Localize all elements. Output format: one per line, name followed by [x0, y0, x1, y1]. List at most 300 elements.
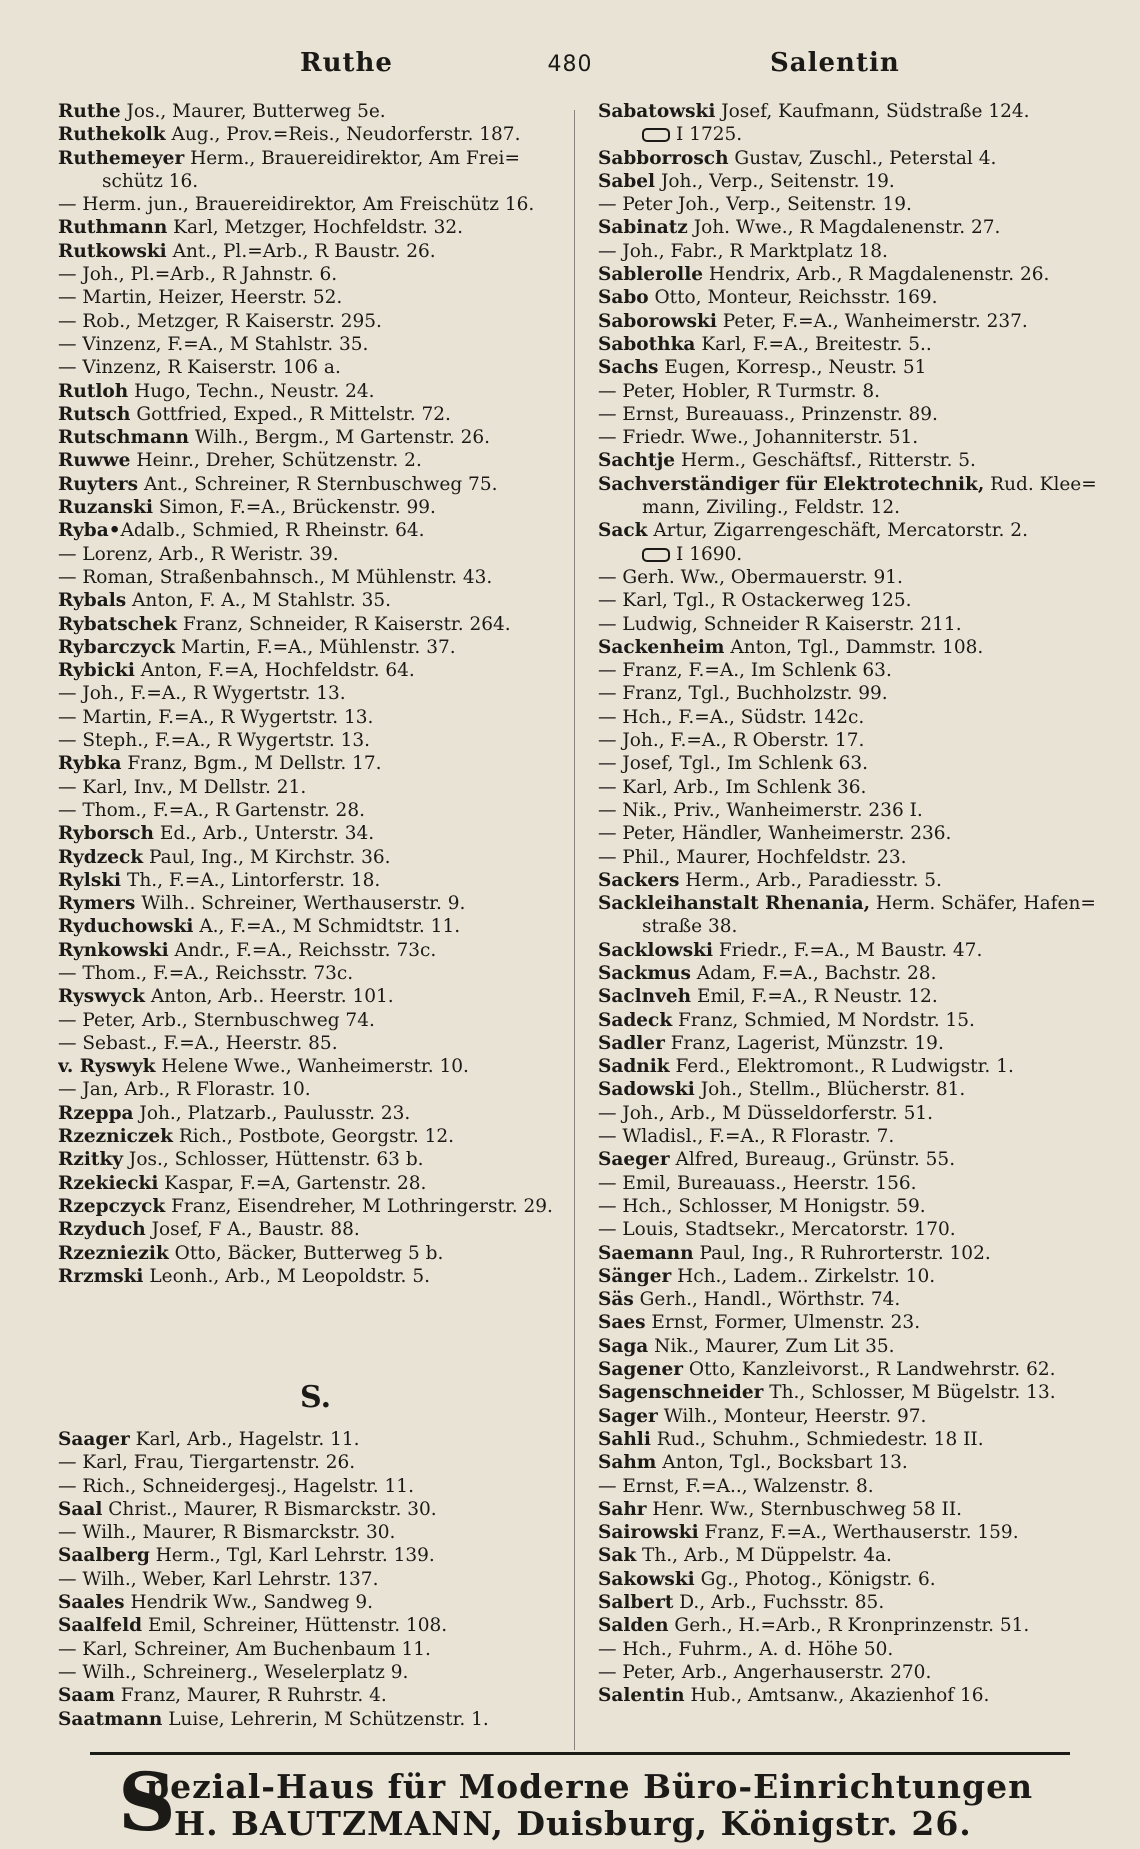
- directory-entry: [598, 310, 1118, 333]
- entry-details: I 1690.: [676, 543, 743, 565]
- entry-details: — Ludwig, Schneider R Kaiserstr. 211.: [598, 613, 962, 635]
- entry-surname: Sabborrosch: [598, 147, 729, 169]
- entry-surname: Salden: [598, 1615, 669, 1637]
- entry-details: Karl, F.=A., Breitestr. 5..: [695, 333, 932, 355]
- directory-entry: [598, 636, 1118, 659]
- directory-entry: [598, 449, 1118, 472]
- entry-details: — Wilh., Weber, Karl Lehrstr. 137.: [58, 1568, 379, 1590]
- entry-details: Kaspar, F.=A, Gartenstr. 28.: [158, 1172, 427, 1194]
- entry-details: Paul, Ing., R Ruhrorterstr. 102.: [693, 1242, 991, 1264]
- entry-details: — Joh., F.=A., R Oberstr. 17.: [598, 730, 865, 752]
- entry-details: — Hch., Fuhrm., A. d. Höhe 50.: [598, 1638, 894, 1660]
- directory-entry: [598, 170, 1118, 193]
- directory-entry: [58, 799, 573, 822]
- entry-surname: Sadeck: [598, 1009, 673, 1031]
- entry-details: Rud., Schuhm., Schmiedestr. 18 II.: [650, 1428, 984, 1450]
- left-column-top: [58, 100, 573, 1288]
- entry-surname: Rutkowski: [58, 240, 167, 262]
- entry-surname: Rybatschek: [58, 613, 177, 635]
- directory-entry: [598, 1335, 1118, 1358]
- directory-entry: [598, 380, 1118, 403]
- entry-surname: Sahm: [598, 1452, 657, 1474]
- directory-entry: [58, 263, 573, 286]
- directory-entry: [58, 496, 573, 519]
- entry-details: Rich., Postbote, Georgstr. 12.: [173, 1126, 455, 1148]
- directory-entry: [58, 543, 573, 566]
- entry-surname: Rutschmann: [58, 427, 189, 449]
- directory-entry: [58, 1055, 573, 1078]
- entry-details: — Karl, Arb., Im Schlenk 36.: [598, 776, 867, 798]
- entry-surname: Rynkowski: [58, 939, 169, 961]
- entry-details: Gg., Photog., Königstr. 6.: [694, 1568, 936, 1590]
- entry-surname: Sakowski: [598, 1568, 695, 1590]
- entry-details: Anton, F.=A, Hochfeldstr. 64.: [134, 660, 415, 682]
- entry-surname: Saam: [58, 1685, 115, 1707]
- entry-surname: Sacklowski: [598, 939, 713, 961]
- entry-details: Ernst, Former, Ulmenstr. 23.: [645, 1312, 921, 1334]
- entry-surname: Ryborsch: [58, 823, 154, 845]
- entry-surname: Rzezniczek: [58, 1126, 173, 1148]
- directory-entry: [598, 286, 1118, 309]
- entry-details: Heinr., Dreher, Schützenstr. 2.: [130, 450, 422, 472]
- running-head-left: Ruthe: [300, 48, 393, 78]
- entry-surname: Saal: [58, 1498, 103, 1520]
- directory-entry: [598, 356, 1118, 379]
- entry-details: Josef, F A., Baustr. 88.: [145, 1219, 360, 1241]
- entry-details: — Wladisl., F.=A., R Florastr. 7.: [598, 1126, 895, 1148]
- entry-details: A., F.=A., M Schmidtstr. 11.: [193, 916, 461, 938]
- entry-details: Friedr., F.=A., M Baustr. 47.: [712, 939, 983, 961]
- entry-surname: Sager: [598, 1405, 658, 1427]
- directory-entry: [58, 1032, 573, 1055]
- entry-details: Paul, Ing., M Kirchstr. 36.: [143, 846, 391, 868]
- entry-surname: v. Ryswyk: [58, 1056, 156, 1078]
- directory-entry: [58, 729, 573, 752]
- entry-surname: Saalfeld: [58, 1615, 143, 1637]
- directory-entry: [58, 846, 573, 869]
- entry-details: Adalb., Schmied, R Rheinstr. 64.: [120, 520, 425, 542]
- entry-surname: Sadowski: [598, 1079, 695, 1101]
- directory-entry: [58, 216, 573, 239]
- directory-entry: [58, 1684, 573, 1707]
- directory-entry: [598, 566, 1118, 589]
- entry-details: — Gerh. Ww., Obermauerstr. 91.: [598, 566, 903, 588]
- entry-details: Jos., Schlosser, Hüttenstr. 63 b.: [123, 1149, 424, 1171]
- entry-details: Franz, Bgm., M Dellstr. 17.: [121, 753, 382, 775]
- entry-surname: Rybals: [58, 590, 127, 612]
- directory-entry: [598, 706, 1118, 729]
- directory-entry: [58, 1195, 573, 1218]
- directory-entry: [598, 799, 1118, 822]
- entry-surname: Sabel: [598, 170, 656, 192]
- directory-entry: [58, 1265, 573, 1288]
- entry-details: Joh., Platzarb., Paulusstr. 23.: [133, 1102, 411, 1124]
- entry-details: Anton, Tgl., Bocksbart 13.: [656, 1452, 908, 1474]
- directory-entry: [598, 1638, 1118, 1661]
- directory-entry: [598, 1009, 1118, 1032]
- directory-entry: [58, 100, 573, 123]
- entry-details: Otto, Kanzleivorst., R Landwehrstr. 62.: [683, 1359, 1056, 1381]
- directory-entry: [598, 846, 1118, 869]
- directory-entry: [58, 1102, 573, 1125]
- ad-line-2: H. BAUTZMANN, Duisburg, Königstr. 26.: [174, 1804, 972, 1843]
- directory-entry: [598, 1358, 1118, 1381]
- directory-entry: [598, 519, 1118, 542]
- directory-entry: [58, 1475, 573, 1498]
- entry-surname: Saalberg: [58, 1545, 150, 1567]
- entry-details: — Vinzenz, R Kaiserstr. 106 a.: [58, 357, 341, 379]
- entry-details: — Hch., Schlosser, M Honigstr. 59.: [598, 1195, 926, 1217]
- entry-details: Leonh., Arb., M Leopoldstr. 5.: [143, 1265, 430, 1287]
- directory-entry: [598, 240, 1118, 263]
- directory-entry: [58, 776, 573, 799]
- entry-surname: Sagener: [598, 1359, 684, 1381]
- entry-details: Joh., Verp., Seitenstr. 19.: [655, 170, 895, 192]
- directory-entry: [598, 682, 1118, 705]
- entry-surname: Saatmann: [58, 1708, 163, 1730]
- entry-details: — Karl, Tgl., R Ostackerweg 125.: [598, 590, 912, 612]
- directory-entry: [58, 1242, 573, 1265]
- directory-entry: [598, 123, 1118, 146]
- directory-entry: [58, 659, 573, 682]
- directory-entry: [58, 380, 573, 403]
- entry-details: — Vinzenz, F.=A., M Stahlstr. 35.: [58, 333, 369, 355]
- directory-entry: [58, 240, 573, 263]
- entry-details: — Louis, Stadtsekr., Mercatorstr. 170.: [598, 1219, 956, 1241]
- directory-entry: [58, 1009, 573, 1032]
- directory-entry: [598, 1032, 1118, 1055]
- entry-surname: Sadnik: [598, 1056, 670, 1078]
- directory-entry: [58, 123, 573, 146]
- directory-entry: [58, 939, 573, 962]
- entry-details: Franz, Eisendreher, M Lothringerstr. 29.: [165, 1195, 553, 1217]
- entry-details: Herm., Arb., Paradiesstr. 5.: [679, 869, 942, 891]
- entry-surname: Rybka: [58, 753, 122, 775]
- directory-entry: [58, 1428, 573, 1451]
- entry-surname: Saga: [598, 1335, 649, 1357]
- entry-details: — Ernst, F.=A.., Walzenstr. 8.: [598, 1475, 874, 1497]
- entry-surname: Rzyduch: [58, 1219, 146, 1241]
- entry-surname: Saborowski: [598, 310, 717, 332]
- directory-entry: [58, 1078, 573, 1101]
- directory-entry: [58, 473, 573, 496]
- entry-details: Karl, Metzger, Hochfeldstr. 32.: [167, 217, 464, 239]
- entry-details: Th., Arb., M Düppelstr. 4a.: [636, 1545, 892, 1567]
- entry-surname: Saeger: [598, 1149, 670, 1171]
- entry-surname: Salbert: [598, 1592, 674, 1613]
- directory-entry: [58, 1218, 573, 1241]
- directory-entry: [598, 1684, 1118, 1707]
- entry-details: — Peter, Hobler, R Turmstr. 8.: [598, 380, 881, 402]
- entry-surname: Rzitky: [58, 1149, 124, 1171]
- entry-details: Wilh., Monteur, Heerstr. 97.: [657, 1405, 927, 1427]
- entry-surname: Ryba•: [58, 520, 121, 542]
- entry-details: Peter, F.=A., Wanheimerstr. 237.: [716, 310, 1028, 332]
- entry-details: Th., F.=A., Lintorferstr. 18.: [121, 869, 381, 891]
- entry-details: — Peter Joh., Verp., Seitenstr. 19.: [598, 194, 912, 216]
- entry-surname: Ryduchowski: [58, 916, 194, 938]
- directory-entry: [598, 1311, 1118, 1334]
- directory-entry: [58, 1544, 573, 1567]
- entry-surname: Sachtje: [598, 450, 676, 472]
- entry-surname: Rybicki: [58, 660, 135, 682]
- directory-entry: [598, 193, 1118, 216]
- page-number: 480: [547, 52, 593, 77]
- entry-surname: Sackleihanstalt Rhenania,: [598, 893, 871, 915]
- entry-details: — Franz, Tgl., Buchholzstr. 99.: [598, 683, 888, 705]
- entry-surname: Rzekiecki: [58, 1172, 159, 1194]
- running-head-right: Salentin: [770, 48, 900, 78]
- entry-details: mann, Ziviling., Feldstr. 12.: [642, 497, 900, 519]
- entry-surname: Sablerolle: [598, 264, 703, 286]
- entry-details: — Hch., F.=A., Südstr. 142c.: [598, 706, 865, 728]
- entry-details: — Friedr. Wwe., Johanniterstr. 51.: [598, 427, 919, 449]
- entry-details: Hendrik Ww., Sandweg 9.: [124, 1592, 374, 1614]
- entry-surname: Saclnveh: [598, 986, 692, 1008]
- entry-details: Th., Schlosser, M Bügelstr. 13.: [763, 1382, 1056, 1404]
- entry-details: — Karl, Schreiner, Am Buchenbaum 11.: [58, 1638, 431, 1660]
- entry-details: Gottfried, Exped., R Mittelstr. 72.: [130, 403, 451, 425]
- directory-entry: [598, 752, 1118, 775]
- entry-surname: Ruthekolk: [58, 124, 166, 146]
- entry-surname: Sachs: [598, 357, 659, 379]
- directory-entry: [58, 1568, 573, 1591]
- directory-entry: [598, 869, 1118, 892]
- telephone-icon: [642, 548, 670, 562]
- entry-surname: Sachverständiger für Elektrotechnik,: [598, 473, 985, 495]
- directory-entry: [58, 636, 573, 659]
- directory-entry: [58, 706, 573, 729]
- entry-details: Rud. Klee=: [984, 473, 1097, 495]
- directory-entry: [598, 985, 1118, 1008]
- entry-surname: Sabatowski: [598, 101, 716, 122]
- entry-details: Simon, F.=A., Brückenstr. 99.: [153, 497, 436, 519]
- directory-entry: [598, 1661, 1118, 1684]
- directory-entry: [598, 1428, 1118, 1451]
- entry-details: Gustav, Zuschl., Peterstal 4.: [728, 147, 997, 169]
- entry-details: — Joh., Fabr., R Marktplatz 18.: [598, 240, 888, 262]
- directory-entry: [598, 1405, 1118, 1428]
- entry-details: Luise, Lehrerin, M Schützenstr. 1.: [162, 1708, 489, 1730]
- directory-entry: [58, 566, 573, 589]
- entry-details: Gerh., Handl., Wörthstr. 74.: [633, 1289, 901, 1311]
- entry-surname: Rzepczyck: [58, 1195, 166, 1217]
- entry-details: Ant., Pl.=Arb., R Baustr. 26.: [166, 240, 436, 262]
- directory-entry: [58, 822, 573, 845]
- directory-entry: [598, 147, 1118, 170]
- entry-details: Franz, Schmied, M Nordstr. 15.: [672, 1009, 975, 1031]
- entry-details: Emil, F.=A., R Neustr. 12.: [691, 986, 938, 1008]
- directory-entry: [58, 519, 573, 542]
- entry-surname: Sack: [598, 520, 648, 542]
- directory-entry: [58, 403, 573, 426]
- directory-entry: [598, 1172, 1118, 1195]
- entry-surname: Rydzeck: [58, 846, 144, 868]
- entry-surname: Sak: [598, 1545, 637, 1567]
- entry-surname: Rybarczyck: [58, 636, 176, 658]
- entry-details: — Thom., F.=A., Reichsstr. 73c.: [58, 962, 354, 984]
- entry-details: Emil, Schreiner, Hüttenstr. 108.: [142, 1615, 448, 1637]
- entry-details: — Nik., Priv., Wanheimerstr. 236 I.: [598, 799, 923, 821]
- entry-details: Franz, F.=A., Werthauserstr. 159.: [698, 1522, 1019, 1544]
- entry-details: Andr., F.=A., Reichsstr. 73c.: [168, 939, 437, 961]
- entry-details: Alfred, Bureaug., Grünstr. 55.: [669, 1149, 956, 1171]
- entry-details: Henr. Ww., Sternbuschweg 58 II.: [646, 1498, 963, 1520]
- directory-entry: [598, 822, 1118, 845]
- directory-entry: [58, 1451, 573, 1474]
- entry-details: I 1725.: [676, 124, 743, 146]
- entry-surname: Sänger: [598, 1265, 672, 1287]
- directory-entry: [58, 1148, 573, 1171]
- directory-entry: [58, 892, 573, 915]
- directory-entry: [598, 1078, 1118, 1101]
- entry-surname: Salentin: [598, 1685, 685, 1707]
- directory-entry: [58, 1638, 573, 1661]
- entry-surname: Sabothka: [598, 333, 696, 355]
- directory-entry: [598, 1544, 1118, 1567]
- entry-details: Franz, Lagerist, Münzstr. 19.: [664, 1032, 944, 1054]
- telephone-icon: [642, 128, 670, 142]
- entry-details: — Rob., Metzger, R Kaiserstr. 295.: [58, 310, 382, 332]
- entry-surname: Rymers: [58, 893, 136, 915]
- directory-entry: [58, 310, 573, 333]
- entry-details: — Roman, Straßenbahnsch., M Mühlenstr. 43.: [58, 566, 493, 588]
- entry-details: Otto, Bäcker, Butterweg 5 b.: [168, 1242, 444, 1264]
- entry-details: — Lorenz, Arb., R Weristr. 39.: [58, 543, 339, 565]
- entry-surname: Rzezniezik: [58, 1242, 169, 1264]
- directory-entry: [598, 263, 1118, 286]
- entry-details: Martin, F.=A., Mühlenstr. 37.: [175, 636, 456, 658]
- directory-entry: [58, 170, 573, 193]
- entry-details: Herm., Tgl, Karl Lehrstr. 139.: [149, 1545, 435, 1567]
- entry-details: straße 38.: [642, 916, 738, 938]
- ad-initial-letter: S: [118, 1755, 176, 1849]
- entry-details: Josef, Kaufmann, Südstraße 124.: [715, 101, 1030, 122]
- entry-surname: Ruzanski: [58, 497, 154, 519]
- directory-entry: [598, 473, 1118, 496]
- directory-entry: [58, 1125, 573, 1148]
- entry-details: Adam, F.=A., Bachstr. 28.: [690, 962, 937, 984]
- entry-surname: Saager: [58, 1429, 130, 1450]
- right-column: [598, 100, 1118, 1707]
- directory-entry: [598, 729, 1118, 752]
- footer-rule: [90, 1752, 1070, 1755]
- entry-surname: Ruthe: [58, 101, 121, 122]
- entry-details: — Steph., F.=A., R Wygertstr. 13.: [58, 730, 371, 752]
- entry-details: Joh., Stellm., Blücherstr. 81.: [694, 1079, 966, 1101]
- entry-details: Wilh., Bergm., M Gartenstr. 26.: [188, 427, 491, 449]
- entry-details: — Martin, F.=A., R Wygertstr. 13.: [58, 706, 374, 728]
- entry-details: — Joh., Pl.=Arb., R Jahnstr. 6.: [58, 264, 338, 286]
- directory-entry: [58, 449, 573, 472]
- entry-surname: Sabinatz: [598, 217, 688, 239]
- directory-entry: [598, 613, 1118, 636]
- entry-details: Ferd., Elektromont., R Ludwigstr. 1.: [669, 1056, 1014, 1078]
- directory-entry: [598, 1195, 1118, 1218]
- entry-details: Hendrix, Arb., R Magdalenenstr. 26.: [703, 264, 1050, 286]
- directory-entry: [58, 752, 573, 775]
- entry-details: Ant., Schreiner, R Sternbuschweg 75.: [138, 473, 498, 495]
- directory-entry: [58, 1614, 573, 1637]
- section-letter: S.: [300, 1380, 332, 1415]
- directory-entry: [598, 1498, 1118, 1521]
- directory-entry: [58, 333, 573, 356]
- left-column-bottom: [58, 1428, 573, 1731]
- directory-entry: [598, 1475, 1118, 1498]
- ad-line-1: pezial-Haus für Moderne Büro-Einrichtungen: [146, 1767, 1034, 1806]
- directory-entry: [598, 1521, 1118, 1544]
- directory-entry: [598, 659, 1118, 682]
- entry-details: — Karl, Frau, Tiergartenstr. 26.: [58, 1452, 356, 1474]
- entry-surname: Ryswyck: [58, 986, 145, 1008]
- entry-details: — Rich., Schneidergesj., Hagelstr. 11.: [58, 1475, 414, 1497]
- directory-entry: [58, 1591, 573, 1614]
- entry-details: Jos., Maurer, Butterweg 5e.: [120, 101, 386, 122]
- entry-details: Christ., Maurer, R Bismarckstr. 30.: [102, 1498, 437, 1520]
- directory-entry: [598, 1265, 1118, 1288]
- directory-entry: [598, 1218, 1118, 1241]
- directory-entry: [598, 939, 1118, 962]
- directory-entry: [598, 892, 1118, 915]
- directory-entry: [598, 216, 1118, 239]
- entry-details: Nik., Maurer, Zum Lit 35.: [648, 1335, 895, 1357]
- directory-entry: [58, 613, 573, 636]
- directory-entry: [598, 333, 1118, 356]
- directory-entry: [58, 1661, 573, 1684]
- entry-details: — Martin, Heizer, Heerstr. 52.: [58, 287, 343, 309]
- directory-entry: [598, 1102, 1118, 1125]
- entry-surname: Sackmus: [598, 962, 691, 984]
- entry-details: — Ernst, Bureauass., Prinzenstr. 89.: [598, 403, 938, 425]
- directory-entry: [598, 1148, 1118, 1171]
- entry-details: Anton, F. A., M Stahlstr. 35.: [126, 590, 392, 612]
- entry-details: — Peter, Arb., Angerhauserstr. 270.: [598, 1661, 932, 1683]
- directory-entry: [58, 915, 573, 938]
- entry-surname: Rzeppa: [58, 1102, 134, 1124]
- entry-surname: Saes: [598, 1312, 646, 1334]
- entry-surname: Ruyters: [58, 473, 139, 495]
- entry-surname: Sahli: [598, 1428, 651, 1450]
- entry-surname: Sabo: [598, 287, 649, 309]
- directory-entry: [58, 1172, 573, 1195]
- entry-details: — Herm. jun., Brauereidirektor, Am Freischütz 16.: [58, 194, 535, 216]
- directory-entry: [58, 682, 573, 705]
- directory-entry: [58, 147, 573, 170]
- entry-details: Hugo, Techn., Neustr. 24.: [128, 380, 375, 402]
- directory-entry: [598, 1055, 1118, 1078]
- directory-entry: [598, 1125, 1118, 1148]
- entry-details: — Sebast., F.=A., Heerstr. 85.: [58, 1032, 338, 1054]
- entry-surname: Ruwwe: [58, 450, 131, 472]
- entry-details: — Phil., Maurer, Hochfeldstr. 23.: [598, 846, 907, 868]
- entry-details: — Joh., Arb., M Düsseldorferstr. 51.: [598, 1102, 933, 1124]
- directory-entry: [58, 193, 573, 216]
- entry-details: — Jan, Arb., R Florastr. 10.: [58, 1079, 311, 1101]
- directory-entry: [598, 100, 1118, 123]
- entry-details: Gerh., H.=Arb., R Kronprinzenstr. 51.: [668, 1615, 1030, 1637]
- directory-entry: [598, 1568, 1118, 1591]
- entry-details: Herm. Schäfer, Hafen=: [870, 893, 1096, 915]
- entry-details: Hub., Amtsanw., Akazienhof 16.: [684, 1685, 990, 1707]
- entry-details: Ed., Arb., Unterstr. 34.: [153, 823, 375, 845]
- entry-details: Herm., Geschäftsf., Ritterstr. 5.: [675, 450, 976, 472]
- directory-entry: [58, 985, 573, 1008]
- directory-entry: [598, 1451, 1118, 1474]
- entry-surname: Saales: [58, 1592, 125, 1614]
- entry-surname: Rutsch: [58, 403, 131, 425]
- entry-details: Aug., Prov.=Reis., Neudorferstr. 187.: [165, 124, 521, 146]
- entry-details: Wilh.. Schreiner, Werthauserstr. 9.: [135, 893, 466, 915]
